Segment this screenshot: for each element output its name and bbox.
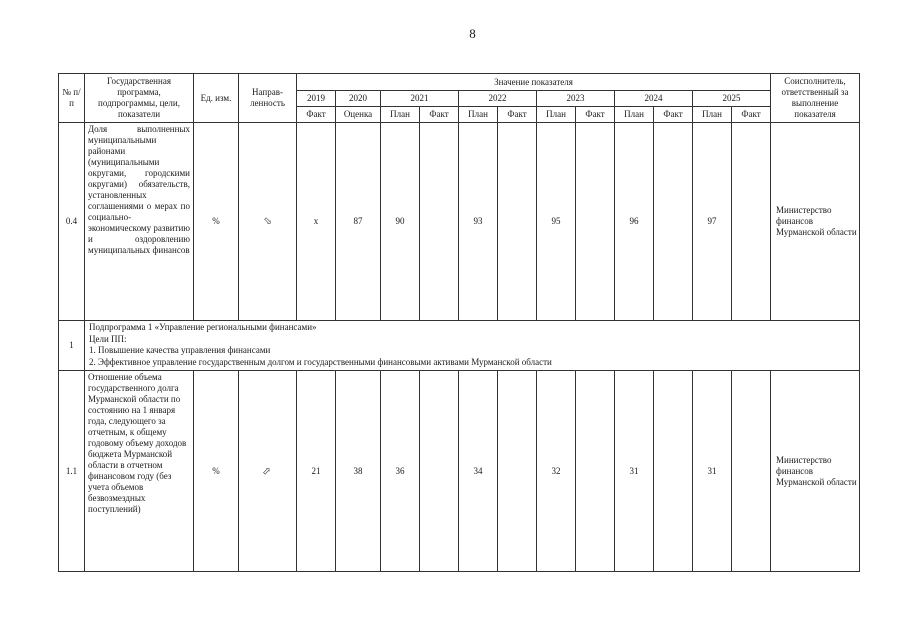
value-cell: 32 <box>537 371 576 572</box>
sub-header: Факт <box>498 107 537 123</box>
header-responsible: Соисполнитель, ответственный за выполнение показателя <box>771 74 860 123</box>
sub-header: План <box>537 107 576 123</box>
year-2019: 2019 <box>297 91 336 107</box>
year-2022: 2022 <box>459 91 537 107</box>
table-row <box>59 371 860 572</box>
direction-cell <box>239 123 297 321</box>
value-cell <box>576 123 615 321</box>
value-cell: 95 <box>537 123 576 321</box>
value-cell: 93 <box>459 123 498 321</box>
unit-cell: % <box>194 123 239 321</box>
value-cell <box>732 123 771 321</box>
sub-header: Факт <box>576 107 615 123</box>
sub-header: Оценка <box>336 107 381 123</box>
subprogram-title: Подпрограмма 1 «Управление региональными финансами» <box>89 322 317 332</box>
header-num: № п/п <box>59 74 85 123</box>
header-values: Значение показателя <box>297 74 771 91</box>
unit-cell: % <box>194 371 239 572</box>
value-cell: 34 <box>459 371 498 572</box>
sub-header: План <box>381 107 420 123</box>
year-2024: 2024 <box>615 91 693 107</box>
header-unit: Ед. изм. <box>194 74 239 123</box>
row-num: 1.1 <box>59 371 85 572</box>
value-cell: 87 <box>336 123 381 321</box>
table-row <box>59 123 860 321</box>
responsible-cell: Министерство финансов Мурманской области <box>771 371 860 572</box>
sub-header: План <box>615 107 654 123</box>
value-cell: x <box>297 123 336 321</box>
sub-header: Факт <box>654 107 693 123</box>
year-2023: 2023 <box>537 91 615 107</box>
value-cell: 97 <box>693 123 732 321</box>
sub-header: Факт <box>297 107 336 123</box>
direction-cell <box>239 371 297 572</box>
subprogram-goals-label: Цели ПП: <box>89 333 127 344</box>
indicator-text <box>85 371 194 572</box>
value-cell: 38 <box>336 371 381 572</box>
value-cell: 36 <box>381 371 420 572</box>
value-cell <box>576 371 615 572</box>
year-2020: 2020 <box>336 91 381 107</box>
row-num: 1 <box>59 321 85 371</box>
header-direction: Направ-ленность <box>239 74 297 123</box>
year-2025: 2025 <box>693 91 771 107</box>
row-num: 0.4 <box>59 123 85 321</box>
sub-header: Факт <box>420 107 459 123</box>
sub-header: План <box>459 107 498 123</box>
value-cell <box>498 371 537 572</box>
indicator-table <box>58 73 860 572</box>
year-2021: 2021 <box>381 91 459 107</box>
header-row-1 <box>59 74 860 91</box>
value-cell <box>420 371 459 572</box>
arrow-down-right-icon: ⇨ <box>260 464 275 478</box>
subprogram-goal-1: 1. Повышение качества управления финансами <box>89 345 271 355</box>
value-cell <box>654 123 693 321</box>
subprogram-row <box>59 321 860 371</box>
indicator-text-body: Доля выполненных муниципальными районами (муниципальными округами, городскими округами) обязательств, установленных соглашениями о мерах по социально-экономическому развитию и оздоровлению муниципальных финансов <box>88 124 190 255</box>
indicator-text <box>85 123 194 321</box>
value-cell: 31 <box>693 371 732 572</box>
sub-header: План <box>693 107 732 123</box>
header-program: Государственная программа, подпрограммы, цели, показатели <box>85 74 194 123</box>
value-cell: 21 <box>297 371 336 572</box>
arrow-up-right-icon: ⇨ <box>260 214 275 229</box>
value-cell <box>654 371 693 572</box>
subprogram-text <box>85 321 860 371</box>
page-number: 8 <box>469 26 476 41</box>
responsible-cell: Министерство финансов Мурманской области <box>771 123 860 321</box>
sub-header: Факт <box>732 107 771 123</box>
value-cell: 31 <box>615 371 654 572</box>
value-cell <box>498 123 537 321</box>
subprogram-goal-2: 2. Эффективное управление государственным долгом и государственными финансовыми активами Мурманской области <box>89 356 552 367</box>
value-cell: 90 <box>381 123 420 321</box>
value-cell <box>420 123 459 321</box>
value-cell: 96 <box>615 123 654 321</box>
value-cell <box>732 371 771 572</box>
indicator-text-body: Отношение объема государственного долга Мурманской области по состоянию на 1 января года, следующего за отчетным, к общему годовому объему доходов бюджета Мурманской области в отчетном финансовом году (без учета объемов безвозмездных поступлений) <box>88 372 187 514</box>
